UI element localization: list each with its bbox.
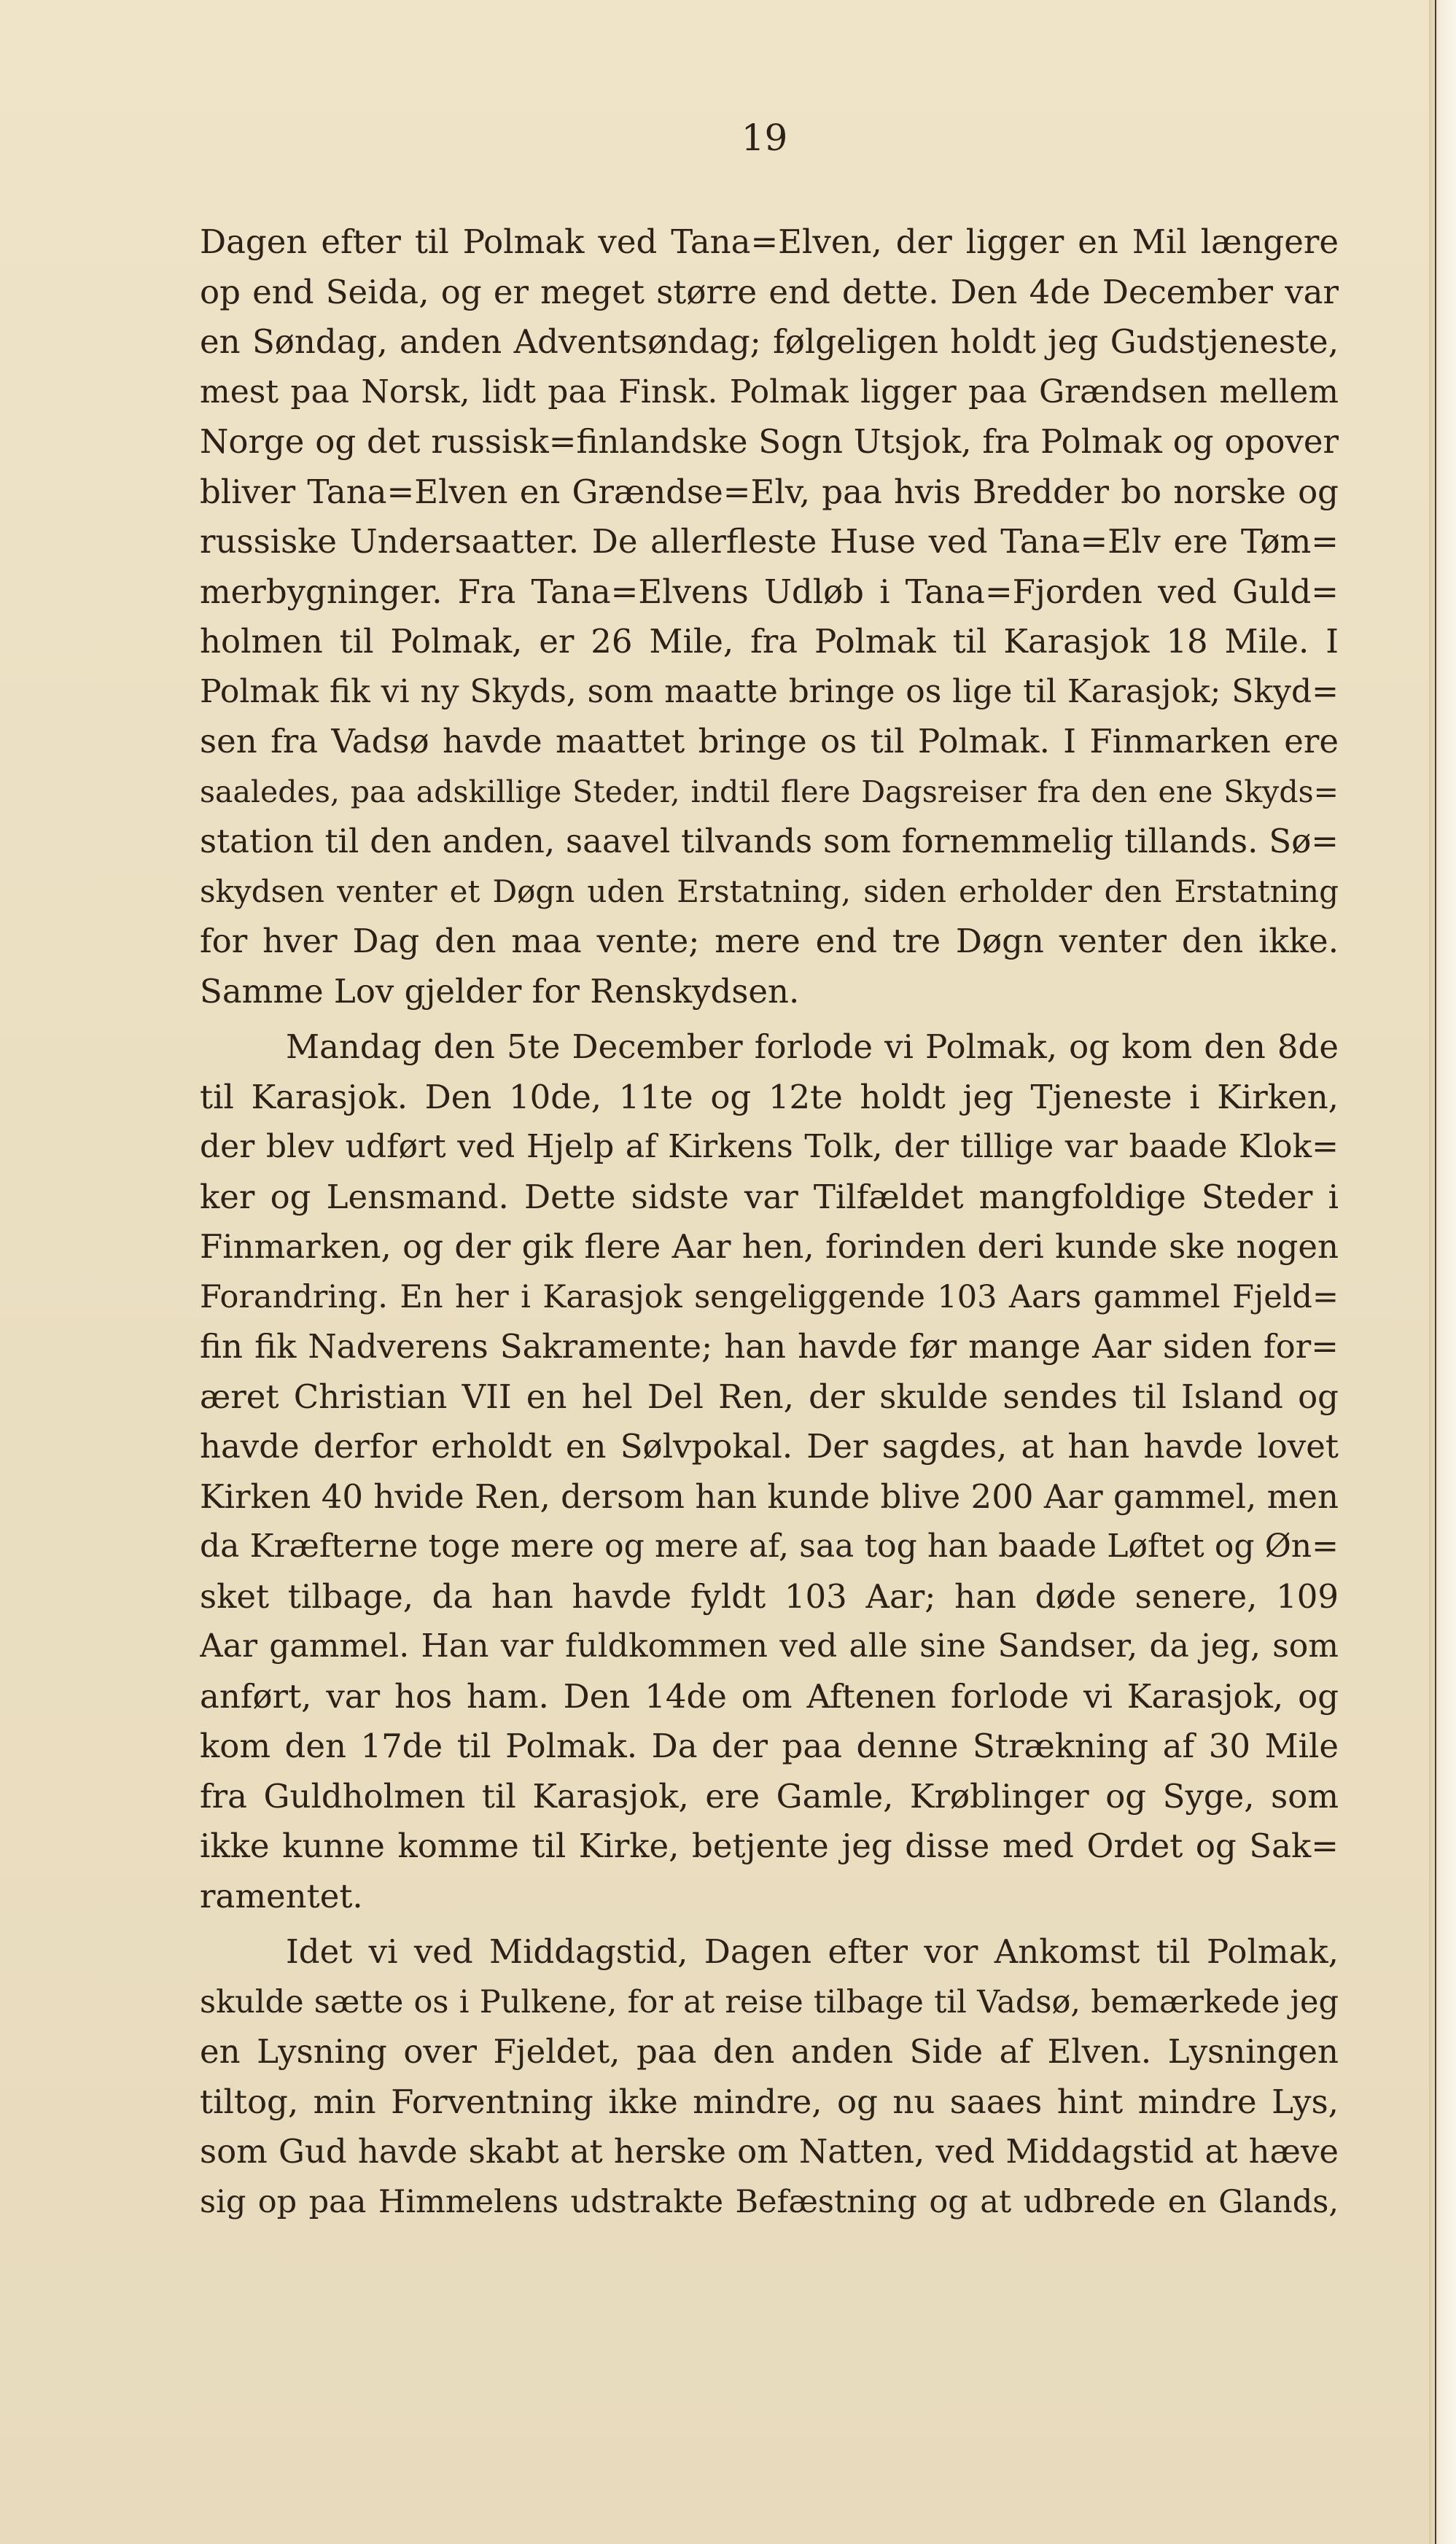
page-number: 19	[741, 117, 788, 159]
page-edge-line	[1435, 0, 1436, 2544]
text-line: som Gud havde skabt at herske om Natten, ved Middagstid at hæve	[200, 2132, 1339, 2171]
page-edge	[1429, 0, 1456, 2544]
text-line: Kirken 40 hvide Ren, dersom han kunde blive 200 Aar gammel, men	[200, 1477, 1339, 1516]
text-line: saaledes, paa adskillige Steder, indtil flere Dagsreiser fra den ene Skyds=	[200, 774, 1339, 809]
text-line: Idet vi ved Middagstid, Dagen efter vor Ankomst til Polmak,	[286, 1932, 1339, 1971]
text-line: skulde sætte os i Pulkene, for at reise tilbage til Vadsø, bemærkede jeg	[200, 1983, 1339, 2020]
text-line: ikke kunne komme til Kirke, betjente jeg disse med Ordet og Sak=	[200, 1827, 1339, 1865]
text-line: til Karasjok. Den 10de, 11te og 12te holdt jeg Tjeneste i Kirken,	[200, 1077, 1339, 1116]
text-line: en Lysning over Fjeldet, paa den anden Side af Elven. Lysningen	[200, 2032, 1339, 2071]
text-line: op end Seida, og er meget større end dette. Den 4de December var	[200, 272, 1339, 311]
text-line: holmen til Polmak, er 26 Mile, fra Polmak til Karasjok 18 Mile. I	[200, 622, 1339, 661]
text-line: Aar gammel. Han var fuldkommen ved alle sine Sandser, da jeg, som	[200, 1627, 1339, 1665]
text-line: Samme Lov gjelder for Renskydsen.	[200, 971, 800, 1011]
text-line: sig op paa Himmelens udstrakte Befæstning og at udbrede en Glands,	[200, 2183, 1339, 2220]
text-line: æret Christian VII en hel Del Ren, der skulde sendes til Island og	[200, 1377, 1339, 1416]
text-line: sen fra Vadsø havde maattet bringe os til Polmak. I Finmarken ere	[200, 722, 1339, 761]
text-line: en Søndag, anden Adventsøndag; følgeligen holdt jeg Gudstjeneste,	[200, 322, 1339, 361]
text-line: fin fik Nadverens Sakramente; han havde før mange Aar siden for=	[200, 1327, 1339, 1366]
text-line: Norge og det russisk=finlandske Sogn Utsjok, fra Polmak og opover	[200, 422, 1339, 461]
text-line: bliver Tana=Elven en Grændse=Elv, paa hvis Bredder bo norske og	[200, 472, 1339, 511]
text-line: skydsen venter et Døgn uden Erstatning, siden erholder den Erstatning	[200, 873, 1339, 909]
text-line: russiske Undersaatter. De allerfleste Huse ved Tana=Elv ere Tøm=	[200, 522, 1339, 561]
text-line: merbygninger. Fra Tana=Elvens Udløb i Tana=Fjorden ved Guld=	[200, 572, 1339, 611]
text-line: anført, var hos ham. Den 14de om Aftenen forlode vi Karasjok, og	[200, 1676, 1339, 1716]
text-line: Polmak fik vi ny Skyds, som maatte bringe os lige til Karasjok; Skyd=	[200, 672, 1339, 710]
text-line: ramentet.	[200, 1876, 363, 1915]
text-line: havde derfor erholdt en Sølvpokal. Der sagdes, at han havde lovet	[200, 1427, 1339, 1466]
text-line: Dagen efter til Polmak ved Tana=Elven, der ligger en Mil længere	[200, 222, 1339, 261]
text-line: tiltog, min Forventning ikke mindre, og nu saaes hint mindre Lys,	[200, 2082, 1339, 2121]
text-line: kom den 17de til Polmak. Da der paa denne Strækning af 30 Mile	[200, 1727, 1339, 1765]
text-line: der blev udført ved Hjelp af Kirkens Tolk, der tillige var baade Klok=	[200, 1128, 1339, 1165]
text-line: Forandring. En her i Karasjok sengeliggende 103 Aars gammel Fjeld=	[200, 1278, 1339, 1315]
text-line: ker og Lensmand. Dette sidste var Tilfældet mangfoldige Steder i	[200, 1177, 1339, 1216]
text-line: mest paa Norsk, lidt paa Finsk. Polmak ligger paa Grændsen mellem	[200, 373, 1339, 411]
text-line: for hver Dag den maa vente; mere end tre Døgn venter den ikke.	[200, 922, 1339, 960]
body-text	[200, 217, 1339, 2227]
text-line: sket tilbage, da han havde fyldt 103 Aar; han døde senere, 109	[200, 1576, 1339, 1616]
text-line: Mandag den 5te December forlode vi Polmak, og kom den 8de	[286, 1027, 1339, 1066]
text-line: Finmarken, og der gik flere Aar hen, forinden deri kunde ske nogen	[200, 1227, 1339, 1266]
text-line: fra Guldholmen til Karasjok, ere Gamle, Krøblinger og Syge, som	[200, 1776, 1339, 1816]
text-line: station til den anden, saavel tilvands som fornemmelig tillands. Sø=	[200, 822, 1339, 860]
text-line: da Kræfterne toge mere og mere af, saa tog han baade Løftet og Øn=	[200, 1528, 1339, 1565]
